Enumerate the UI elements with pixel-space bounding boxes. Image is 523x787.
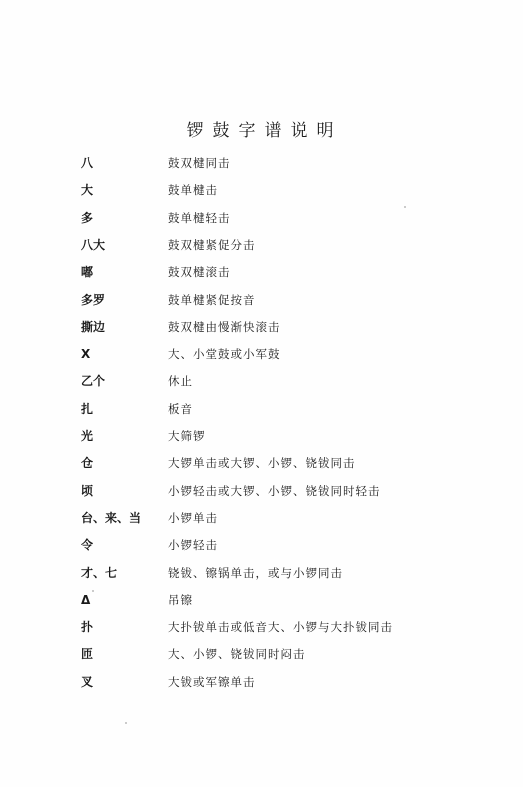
notation-symbol: 扑 [81,620,94,634]
legend-row [0,616,523,638]
page-title: 锣鼓字谱说明 [186,121,343,141]
notation-description: 吊镲 [168,593,193,607]
notation-symbol: 台、来、当 [81,511,142,525]
notation-description: 大、小锣、铙钹同时闷击 [168,647,306,661]
notation-description: 鼓双楗同击 [168,156,231,170]
scan-speck [404,206,406,208]
legend-row [0,671,523,693]
legend-row [0,507,523,529]
scan-speck [125,722,127,724]
notation-description: 鼓双楗滚击 [168,265,231,279]
notation-description: 鼓单楗击 [168,183,218,197]
notation-symbol: 匝 [81,647,94,661]
notation-description: 休止 [168,374,193,388]
legend-row [0,316,523,338]
notation-description: 大锣单击或大锣、小锣、铙钹同击 [168,456,356,470]
notation-symbol: 光 [81,429,94,443]
notation-description: 大扑钹单击或低音大、小锣与大扑钹同击 [168,620,393,634]
legend-row [0,425,523,447]
legend-row [0,207,523,229]
notation-symbol: 撕边 [81,320,106,334]
notation-description: 铙钹、镲锅单击，或与小锣同击 [168,566,343,580]
legend-row [0,452,523,474]
legend-row [0,179,523,201]
notation-description: 鼓双楗紧促分击 [168,238,256,252]
legend-row [0,370,523,392]
notation-symbol: 八大 [81,238,106,252]
legend-row [0,562,523,584]
legend-row [0,152,523,174]
notation-description: 小锣轻击或大锣、小锣、铙钹同时轻击 [168,484,381,498]
notation-description: 大钹或军镲单击 [168,675,256,689]
notation-symbol: 顷 [81,484,94,498]
notation-symbol: 仓 [81,456,94,470]
notation-symbol: 嘟 [81,265,94,279]
notation-symbol: 扎 [81,402,94,416]
notation-description: 大、小堂鼓或小军鼓 [168,347,281,361]
legend-row [0,261,523,283]
notation-description: 鼓单楗紧促按音 [168,293,256,307]
notation-description: 小锣单击 [168,511,218,525]
legend-row [0,343,523,365]
notation-symbol: 八 [81,156,94,170]
legend-row [0,589,523,611]
scan-speck [92,590,94,592]
notation-symbol: X [81,347,91,361]
notation-symbol: 乙个 [81,374,106,388]
legend-row [0,480,523,502]
notation-symbol: 大 [81,183,94,197]
legend-row [0,534,523,556]
notation-description: 板音 [168,402,193,416]
notation-description: 小锣轻击 [168,538,218,552]
notation-description: 鼓双楗由慢渐快滚击 [168,320,281,334]
notation-symbol: 令 [81,538,94,552]
notation-symbol: 才、七 [81,566,118,580]
notation-symbol: 多罗 [81,293,106,307]
legend-row [0,234,523,256]
legend-row [0,289,523,311]
legend-row [0,398,523,420]
notation-symbol: Δ [81,593,91,607]
notation-description: 鼓单楗轻击 [168,211,231,225]
legend-row [0,643,523,665]
notation-symbol: 多 [81,211,94,225]
notation-symbol: 叉 [81,675,94,689]
notation-description: 大筛锣 [168,429,206,443]
